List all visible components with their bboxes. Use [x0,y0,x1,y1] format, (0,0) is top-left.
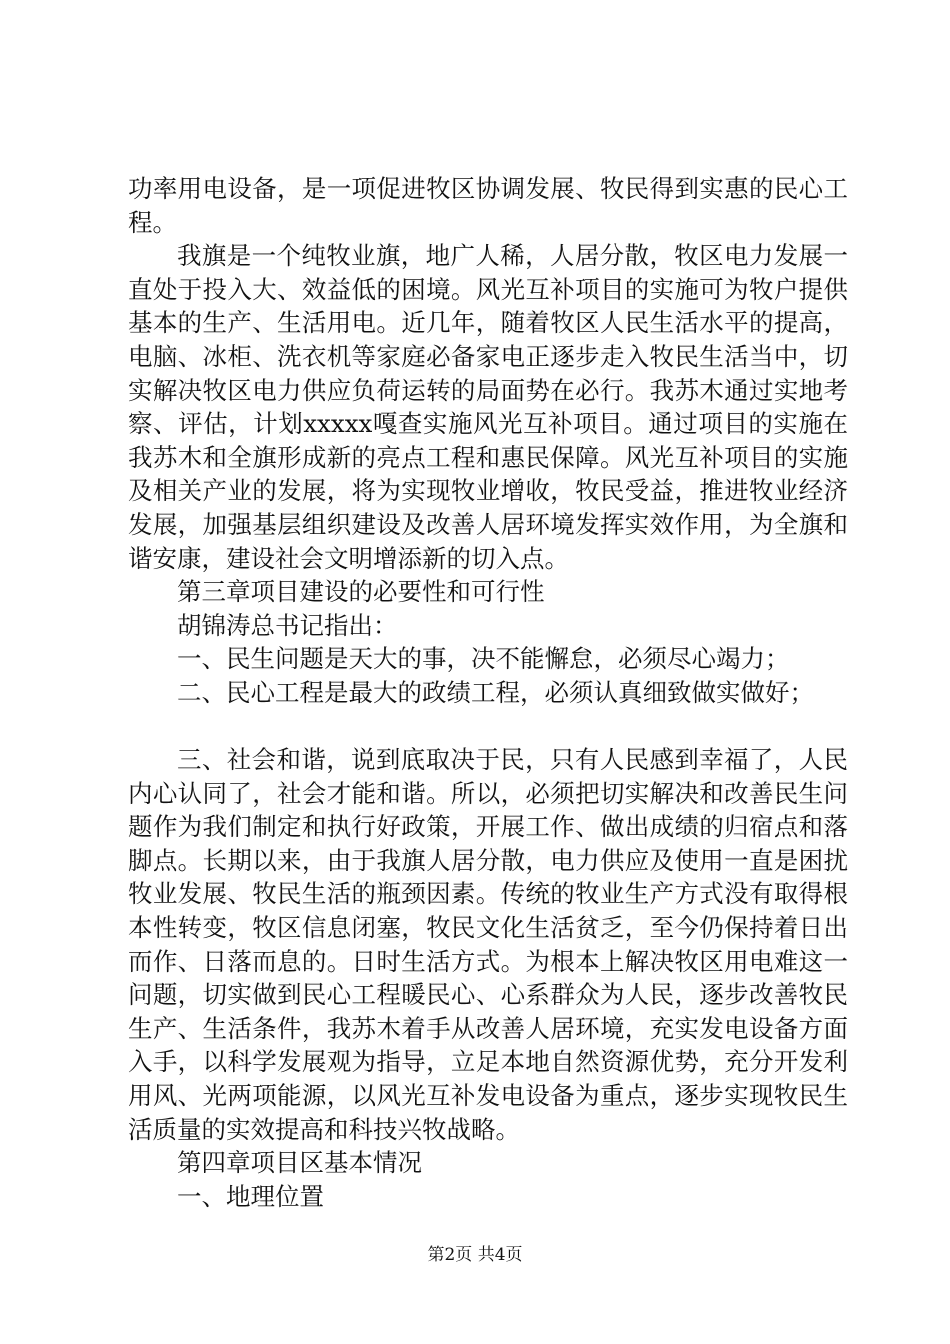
section-geography-heading: 一、地理位置 [177,1181,324,1211]
page-number-footer: 第2页 共4页 [427,1245,523,1265]
quote-item-2: 二、民心工程是最大的政绩工程，必须认真细致做实做好； [177,677,814,707]
paragraph-project-background: 我旗是一个纯牧业旗，地广人稀，人居分散，牧区电力发展一直处于投入大、效益低的困境。风光互补项目的实施可为牧户提供基本的生产、生活用电。近几年，随着牧区人民生活水平的提高，电脑、冰柜、洗衣机等家庭必备家电正逐步走入牧民生活当中，切实解决牧区电力供应负荷运转的局面势在必行。我苏木通过实地考察、评估，计划xxxxx嘎查实施风光互补项目。通过项目的实施在我苏木和全旗形成新的亮点工程和惠民保障。风光互补项目的实施及相关产业的发展，将为实现牧业增收，牧民受益，推进牧业经济发展，加强基层组织建设及改善人居环境发挥实效作用，为全旗和谐安康，建设社会文明增添新的切入点。 [128,241,848,573]
quote-item-1: 一、民生问题是天大的事，决不能懈怠，必须尽心竭力； [177,644,790,674]
quote-item-3-paragraph: 三、社会和谐，说到底取决于民，只有人民感到幸福了，人民内心认同了，社会才能和谐。所以，必须把切实解决和改善民生问题作为我们制定和执行好政策，开展工作、做出成绩的归宿点和落脚点。长期以来，由于我旗人居分散，电力供应及使用一直是困扰牧业发展、牧民生活的瓶颈因素。传统的牧业生产方式没有取得根本性转变，牧区信息闭塞，牧民文化生活贫乏，至今仍保持着日出而作、日落而息的。日时生活方式。为根本上解决牧区用电难这一问题，切实做到民心工程暖民心、心系群众为人民，逐步改善牧民生产、生活条件，我苏木着手从改善人居环境，充实发电设备方面入手，以科学发展观为指导，立足本地自然资源优势，充分开发利用风、光两项能源，以风光互补发电设备为重点，逐步实现牧民生活质量的实效提高和科技兴牧战略。 [128,745,848,1144]
paragraph-continuation: 功率用电设备，是一项促进牧区协调发展、牧民得到实惠的民心工程。 [128,174,848,237]
document-body [128,172,848,1213]
chapter-4-heading: 第四章项目区基本情况 [177,1148,422,1178]
quote-intro: 胡锦涛总书记指出： [177,610,398,640]
chapter-3-heading: 第三章项目建设的必要性和可行性 [177,577,545,607]
